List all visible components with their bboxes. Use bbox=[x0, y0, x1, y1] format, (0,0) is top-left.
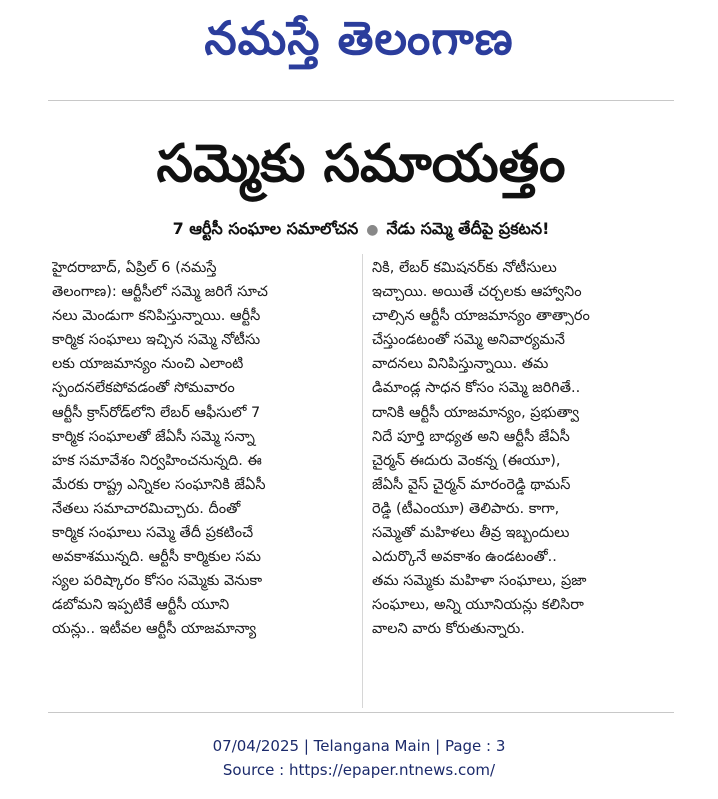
body-line: తెలంగాణ): ఆర్టీసీలో సమ్మె జరిగే సూచ bbox=[52, 284, 268, 301]
bottom-divider bbox=[48, 712, 674, 713]
body-line: స్యల పరిష్కారం కోసం సమ్మెకు వెనుకా bbox=[52, 573, 263, 590]
article-column-right bbox=[372, 256, 672, 642]
body-line: వాదనలు వినిపిస్తున్నాయి. తమ bbox=[372, 356, 549, 373]
body-line: సమ్మెతో మహిళలు తీవ్ర ఇబ్బందులు bbox=[372, 525, 570, 542]
body-line: నలు మెండుగా కనిపిస్తున్నాయి. ఆర్టీసీ bbox=[52, 308, 261, 325]
body-line: ఇచ్చాయి. అయితే చర్చలకు ఆహ్వానిం bbox=[372, 284, 582, 301]
body-line: జేఏసీ వైస్ చైర్మన్ మారంరెడ్డి థామస్ bbox=[372, 476, 571, 493]
body-line: హక సమావేశం నిర్వహించనున్నది. ఈ bbox=[52, 452, 262, 469]
body-line: కార్మిక సంఘాలు ఇచ్చిన సమ్మె నోటీసు bbox=[52, 332, 261, 349]
subhead-right: నేడు సమ్మె తేదీపై ప్రకటన! bbox=[386, 219, 550, 238]
body-line: రెడ్డి (టీఎంయూ) తెలిపారు. కాగా, bbox=[372, 500, 560, 517]
body-line: చైర్మన్ ఈదురు వెంకన్న (ఈయూ), bbox=[372, 452, 561, 469]
body-line: నికి, లేబర్ కమిషనర్‌కు నోటీసులు bbox=[372, 260, 557, 276]
body-line: లకు యాజమాన్యం నుంచి ఎలాంటి bbox=[52, 356, 244, 373]
footer-source: Source : https://epaper.ntnews.com/ bbox=[222, 761, 496, 779]
body-line: చేస్తుండటంతో సమ్మె అనివార్యమనే bbox=[372, 332, 565, 349]
subhead-left: 7 ఆర్టీసీ సంఘాల సమాలోచన bbox=[172, 219, 359, 238]
body-line: యన్లు.. ఇటీవల ఆర్టీసీ యాజమాన్యా bbox=[52, 621, 257, 638]
body-line: దానికి ఆర్టీసీ యాజమాన్యం, ప్రభుత్వా bbox=[372, 404, 579, 421]
top-divider bbox=[48, 100, 674, 101]
column-divider bbox=[362, 254, 363, 708]
body-line: ఆర్టీసీ క్రాస్‌రోడ్‌లోని లేబర్ ఆఫీసులో 7 bbox=[52, 404, 261, 421]
body-line: హైదరాబాద్, ఏప్రిల్ 6 (నమస్తే bbox=[52, 260, 217, 276]
body-line: వాలని వారు కోరుతున్నారు. bbox=[372, 621, 525, 638]
body-line: నిదే పూర్తి బాధ్యత అని ఆర్టీసీ జేఏసీ bbox=[372, 428, 570, 445]
footer-edition-info: 07/04/2025 | Telangana Main | Page : 3 bbox=[212, 737, 506, 755]
body-line: సంఘాలు, అన్ని యూనియన్లు కలిసిరా bbox=[372, 597, 584, 614]
body-line: తమ సమ్మెకు మహిళా సంఘాలు, ప్రజా bbox=[372, 573, 587, 590]
body-line: నేతలు సమాచారమిచ్చారు. దీంతో bbox=[52, 500, 241, 517]
bullet-icon: ● bbox=[366, 222, 379, 238]
article-subhead bbox=[48, 216, 674, 243]
body-line: డబోమని ఇప్పటికే ఆర్టీసీ యూని bbox=[52, 597, 230, 614]
article-headline: సమ్మెకు సమాయత్తం bbox=[156, 134, 566, 194]
body-line: మేరకు రాష్ట్ర ఎన్నికల సంఘానికి జేఏసీ bbox=[52, 476, 266, 493]
body-line: చాల్సిన ఆర్టీసీ యాజమాన్యం తాత్సారం bbox=[372, 308, 590, 325]
masthead-title: నమస్తే తెలంగాణ bbox=[204, 11, 514, 65]
body-line: అవకాశమున్నది. ఆర్టీసీ కార్మికుల సమ bbox=[52, 549, 261, 566]
body-line: కార్మిక సంఘాలతో జేఏసీ సమ్మె సన్నా bbox=[52, 428, 255, 445]
body-line: ఎదుర్కొనే అవకాశం ఉండటంతో.. bbox=[372, 549, 557, 566]
body-line: కార్మిక సంఘాలు సమ్మె తేదీ ప్రకటించే bbox=[52, 525, 254, 542]
body-line: డిమాండ్ల సాధన కోసం సమ్మె జరిగితే.. bbox=[372, 380, 581, 397]
article-column-left bbox=[52, 256, 352, 642]
body-line: స్పందనలేకపోవడంతో సోమవారం bbox=[52, 380, 235, 397]
